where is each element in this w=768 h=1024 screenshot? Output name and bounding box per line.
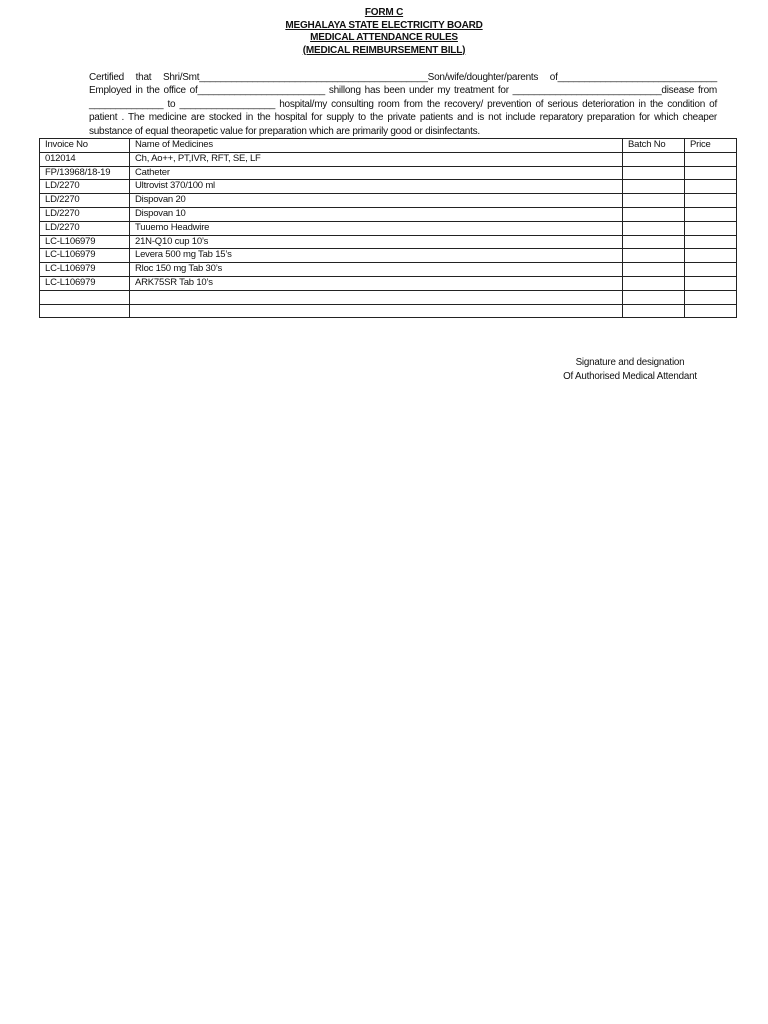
organization-name: MEGHALAYA STATE ELECTRICITY BOARD (285, 19, 483, 31)
batch-cell (623, 263, 685, 277)
batch-cell (623, 207, 685, 221)
price-cell (685, 235, 737, 249)
price-cell (685, 221, 737, 235)
invoice-cell: LD/2270 (40, 194, 130, 208)
batch-cell (623, 152, 685, 166)
medicine-table (39, 138, 737, 318)
price-cell (685, 194, 737, 208)
medicine-cell (130, 304, 623, 318)
price-cell (685, 166, 737, 180)
batch-cell (623, 276, 685, 290)
medicine-cell (130, 290, 623, 304)
batch-cell (623, 180, 685, 194)
table-row (40, 207, 737, 221)
medicine-cell: Rloc 150 mg Tab 30’s (130, 263, 623, 277)
medicine-header: Name of Medicines (130, 139, 623, 153)
signature-block (520, 356, 740, 384)
invoice-header: Invoice No (40, 139, 130, 153)
invoice-cell: LC-L106979 (40, 263, 130, 277)
form-title: FORM C (364, 7, 404, 18)
medicine-cell: Dispovan 20 (130, 194, 623, 208)
medicine-cell: Ultrovist 370/100 ml (130, 180, 623, 194)
table-row (40, 276, 737, 290)
price-cell (685, 152, 737, 166)
invoice-cell: 012014 (40, 152, 130, 166)
medicine-cell: 21N-Q10 cup 10’s (130, 235, 623, 249)
table-row (40, 180, 737, 194)
price-cell (685, 290, 737, 304)
rules-title: MEDICAL ATTENDANCE RULES (310, 32, 458, 43)
certificate-paragraph: Certified that Shri/Smt___________________________________________Son/wife/doughter/parents of______________________________ Employed in the office of________________________ shillong has been under my treatment for ____________________________disease from ______________ to __________________ hospital/my consulting room from the recovery/ prevention of serious deterioration in the condition of patient . The medicine are stocked in the hospital for supply to the private patients and is not include reparatory preparation for which cheaper substance of equal theorapetic value for preparation which are primarily good or disinfectants. (89, 72, 717, 137)
batch-cell (623, 194, 685, 208)
price-cell (685, 304, 737, 318)
invoice-cell (40, 304, 130, 318)
price-header: Price (685, 139, 737, 153)
batch-cell (623, 166, 685, 180)
invoice-cell: LC-L106979 (40, 249, 130, 263)
medicine-cell: Catheter (130, 166, 623, 180)
medicine-cell: ARK75SR Tab 10’s (130, 276, 623, 290)
medicine-cell: Tuuemo Headwire (130, 221, 623, 235)
table-row (40, 166, 737, 180)
table-row (40, 263, 737, 277)
batch-cell (623, 221, 685, 235)
table-header-row (40, 139, 737, 153)
invoice-cell (40, 290, 130, 304)
form-header (0, 7, 768, 57)
bill-title: (MEDICAL REIMBURSEMENT BILL) (302, 44, 466, 56)
table-row (40, 304, 737, 318)
medicine-cell: Ch, Ao++, PT,IVR, RFT, SE, LF (130, 152, 623, 166)
batch-cell (623, 235, 685, 249)
table-row (40, 235, 737, 249)
table-row (40, 221, 737, 235)
price-cell (685, 207, 737, 221)
table-row (40, 249, 737, 263)
medicine-cell: Levera 500 mg Tab 15’s (130, 249, 623, 263)
medicine-cell: Dispovan 10 (130, 207, 623, 221)
invoice-cell: FP/13968/18-19 (40, 166, 130, 180)
invoice-cell: LD/2270 (40, 180, 130, 194)
invoice-cell: LC-L106979 (40, 235, 130, 249)
batch-cell (623, 249, 685, 263)
signature-line-2: Of Authorised Medical Attendant (563, 371, 697, 382)
invoice-cell: LD/2270 (40, 207, 130, 221)
price-cell (685, 263, 737, 277)
invoice-cell: LD/2270 (40, 221, 130, 235)
signature-line-1: Signature and designation (575, 357, 685, 368)
batch-cell (623, 304, 685, 318)
batch-cell (623, 290, 685, 304)
table-row (40, 290, 737, 304)
batch-header: Batch No (623, 139, 685, 153)
price-cell (685, 276, 737, 290)
price-cell (685, 249, 737, 263)
table-row (40, 194, 737, 208)
table-row (40, 152, 737, 166)
invoice-cell: LC-L106979 (40, 276, 130, 290)
price-cell (685, 180, 737, 194)
